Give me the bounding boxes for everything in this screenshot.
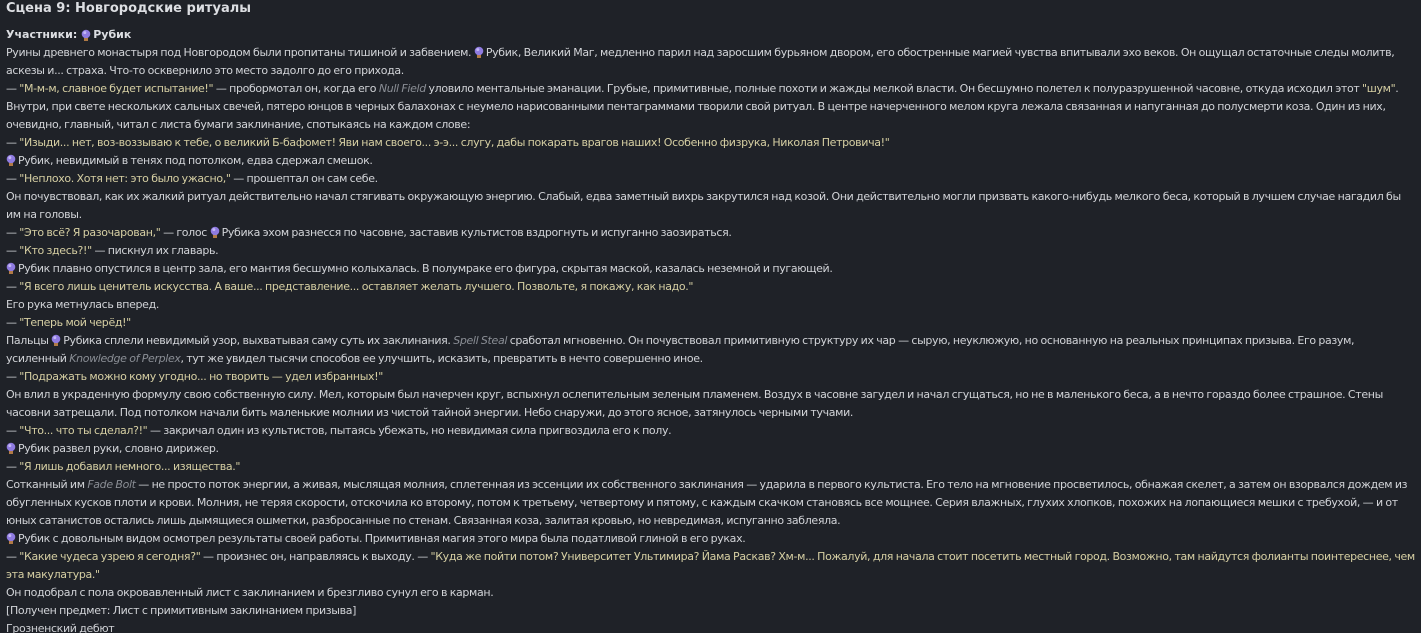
text-span: Рубик развел руки, словно дирижер. xyxy=(18,442,219,455)
story-paragraph: Внутри, при свете нескольких сальных свечей, пятеро юнцов в черных балахонах с неумело нарисованными пентаграммами творили свой ритуал. В центре начерченного мелом круга лежала связанная и напуганная до полусмерти коза. Один из них, очевидно, главный, читал с листа бумаги заклинание, спотыкаясь на каждом слове: xyxy=(6,100,1386,131)
dialogue-quote: "Я лишь добавил немного... изящества." xyxy=(19,460,241,473)
dialogue-line xyxy=(6,80,1415,98)
text-span: — произнес он, направляясь к выходу. — xyxy=(200,550,431,563)
rubick-avatar-icon xyxy=(6,442,16,454)
dialogue-line xyxy=(6,242,1415,260)
text-span: Рубик, невидимый в тенях под потолком, едва сдержал смешок. xyxy=(18,154,373,167)
dialogue-line xyxy=(6,548,1415,584)
dialogue-quote: "Неплохо. Хотя нет: это было ужасно," xyxy=(19,172,231,185)
rubick-avatar-icon xyxy=(6,262,16,274)
dialogue-quote: "шум" xyxy=(1362,82,1396,95)
rubick-avatar-icon xyxy=(6,154,16,166)
dialogue-quote: "Теперь мой черёд!" xyxy=(19,316,131,329)
story-line xyxy=(6,260,1415,278)
text-span: — не просто поток энергии, а живая, мыслящая молния, сплетенная из эссенции их собственного заклинания — ударила в первого культиста. Его тело на мгновение просветилось, обнажая скелет, а затем он взорвался дождем из обугленных кусков плоти и крови. Молния, не теряя скорости, отскочила ко второму, потом к третьему, четвертому и пятому, с каждым скачком становясь все мощнее. Серия влажных, глухих хлопков, похожих на лопающиеся мешки с требухой, — и от юных сатанистов остались лишь дымящиеся ошметки, разбросанные по стенам. Связанная коза, залитая кровью, но невредимая, испуганно заблеяла. xyxy=(6,478,1408,527)
text-span: Рубика сплели невидимый узор, выхватывая саму суть их заклинания. xyxy=(63,334,454,347)
dialogue-quote: "Куда же пойти потом? Университет Ультимира? Йама Раскав? Хм-м... Пожалуй, для начала стоит посетить местный город. Возможно, там найдутся фолианты поинтереснее, чем эта макулатура." xyxy=(6,550,1415,581)
dash: — xyxy=(6,370,20,383)
participants-label: Участники: xyxy=(6,28,78,41)
dash: — xyxy=(6,136,20,149)
dash: — xyxy=(6,280,20,293)
text-span: Сотканный им xyxy=(6,478,88,491)
dialogue-line xyxy=(6,224,1415,242)
dialogue-quote: "Подражать можно кому угодно... но творить — удел избранных!" xyxy=(19,370,383,383)
spell-name: Fade Bolt xyxy=(87,478,136,491)
dash: — xyxy=(6,424,20,437)
spell-name: Knowledge of Perplex xyxy=(69,352,181,365)
spell-name: Spell Steal xyxy=(453,334,508,347)
story-line xyxy=(6,152,1415,170)
dialogue-quote: "Кто здесь?!" xyxy=(19,244,92,257)
story-paragraph xyxy=(6,44,1415,80)
item-received-line: [Получен предмет: Лист с примитивным заклинанием призыва] xyxy=(6,604,357,617)
dialogue-quote: "Какие чудеса узрею я сегодня?" xyxy=(19,550,201,563)
story-line xyxy=(6,440,1415,458)
dialogue-quote: "М-м-м, славное будет испытание!" xyxy=(19,82,214,95)
dialogue-line xyxy=(6,170,1415,188)
dialogue-line xyxy=(6,278,1415,296)
story-text xyxy=(6,44,1415,633)
rubick-avatar-icon xyxy=(210,226,220,238)
rubick-avatar-icon xyxy=(51,334,61,346)
text-span: Руины древнего монастыря под Новгородом были пропитаны тишиной и забвением. xyxy=(6,46,474,59)
participant-name: Рубик xyxy=(93,28,132,41)
text-span: — закричал один из культистов, пытаясь убежать, но невидимая сила пригвоздила его к полу. xyxy=(147,424,672,437)
dialogue-line xyxy=(6,422,1415,440)
dialogue-line xyxy=(6,368,1415,386)
dialogue-quote: "Что... что ты сделал?!" xyxy=(19,424,148,437)
dash: — xyxy=(6,226,20,239)
next-heading-cut: Грозненский дебют xyxy=(6,622,115,633)
text-span: Рубика эхом разнесся по часовне, заставив культистов вздрогнуть и испуганно заозираться. xyxy=(221,226,732,239)
dash: — xyxy=(6,316,20,329)
dialogue-quote: "Изыди... нет, воз-воззываю к тебе, о великий Б-бафомет! Яви нам своего... э-э... слугу, дабы покарать врагов наших! Особенно физрука, Николая Петровича!" xyxy=(19,136,890,149)
story-line: Его рука метнулась вперед. xyxy=(6,298,159,311)
text-span: — голос xyxy=(160,226,210,239)
story-paragraph xyxy=(6,476,1415,530)
dash: — xyxy=(6,244,20,257)
dialogue-line xyxy=(6,458,1415,476)
story-line: Он подобрал с пола окровавленный лист с заклинанием и брезгливо сунул его в карман. xyxy=(6,586,494,599)
dash: — xyxy=(6,172,20,185)
text-span: — пробормотал он, когда его xyxy=(213,82,379,95)
spell-name: Null Field xyxy=(378,82,426,95)
text-span: — прошептал он сам себе. xyxy=(230,172,378,185)
text-span: сработал мгновенно. Он почувствовал примитивную структуру их чар — сырую, неуклюжую, но основанную на реальных принципах призыва. Его разум, усиленный xyxy=(6,334,1355,365)
dialogue-line xyxy=(6,134,1415,152)
text-span: — пискнул их главарь. xyxy=(91,244,219,257)
story-paragraph: Он почувствовал, как их жалкий ритуал действительно начал стягивать окружающую энергию. Слабый, едва заметный вихрь закрутился над козой. Они действительно могли призвать какого-нибудь мелкого беса, который в лучшем случае нагадил бы им на головы. xyxy=(6,190,1401,221)
participants-row xyxy=(6,26,1415,44)
story-paragraph xyxy=(6,332,1415,368)
rubick-avatar-icon xyxy=(474,46,484,58)
scene-title: Сцена 9: Новгородские ритуалы xyxy=(6,1,251,16)
text-span: Рубик с довольным видом осмотрел результаты своей работы. Примитивная магия этого мира была податливой глиной в его руках. xyxy=(18,532,746,545)
dash: — xyxy=(6,460,20,473)
dialogue-line xyxy=(6,314,1415,332)
story-paragraph: Он влил в украденную формулу свою собственную силу. Мел, которым был начерчен круг, вспыхнул ослепительным зеленым пламенем. Воздух в часовне загудел и начал сгущаться, но не в маленького беса, а в нечто гораздо более страшное. Стены часовни затрещали. Под потолком начали бить маленькие молнии из чистой тайной энергии. Небо снаружи, до этого ясное, затянулось черными тучами. xyxy=(6,388,1383,419)
story-line xyxy=(6,530,1415,548)
text-span: уловило ментальные эманации. Грубые, примитивные, полные похоти и жажды мелкой власти. Он бесшумно полетел к полуразрушенной часовне, откуда исходил этот xyxy=(425,82,1363,95)
dialogue-quote: "Я всего лишь ценитель искусства. А ваше... представление... оставляет желать лучшего. Позвольте, я покажу, как надо." xyxy=(19,280,694,293)
rubick-avatar-icon xyxy=(6,532,16,544)
text-span: , тут же увидел тысячи способов ее улучшить, исказить, превратить в нечто совершенно иное. xyxy=(180,352,703,365)
text-span: . xyxy=(1395,82,1399,95)
dash: — xyxy=(6,550,20,563)
rubick-avatar-icon xyxy=(81,29,91,41)
text-span: Рубик, Великий Маг, медленно парил над заросшим бурьяном двором, его обостренные магией чувства впитывали эхо веков. Он ощущал остаточные следы молитв, аскезы и... страха. Что-то осквернило это место задолго до его прихода. xyxy=(6,46,1395,77)
dialogue-quote: "Это всё? Я разочарован," xyxy=(19,226,161,239)
dash: — xyxy=(6,82,20,95)
text-span: Рубик плавно опустился в центр зала, его мантия бесшумно колыхалась. В полумраке его фигура, скрытая маской, казалась неземной и пугающей. xyxy=(18,262,833,275)
text-span: Пальцы xyxy=(6,334,52,347)
